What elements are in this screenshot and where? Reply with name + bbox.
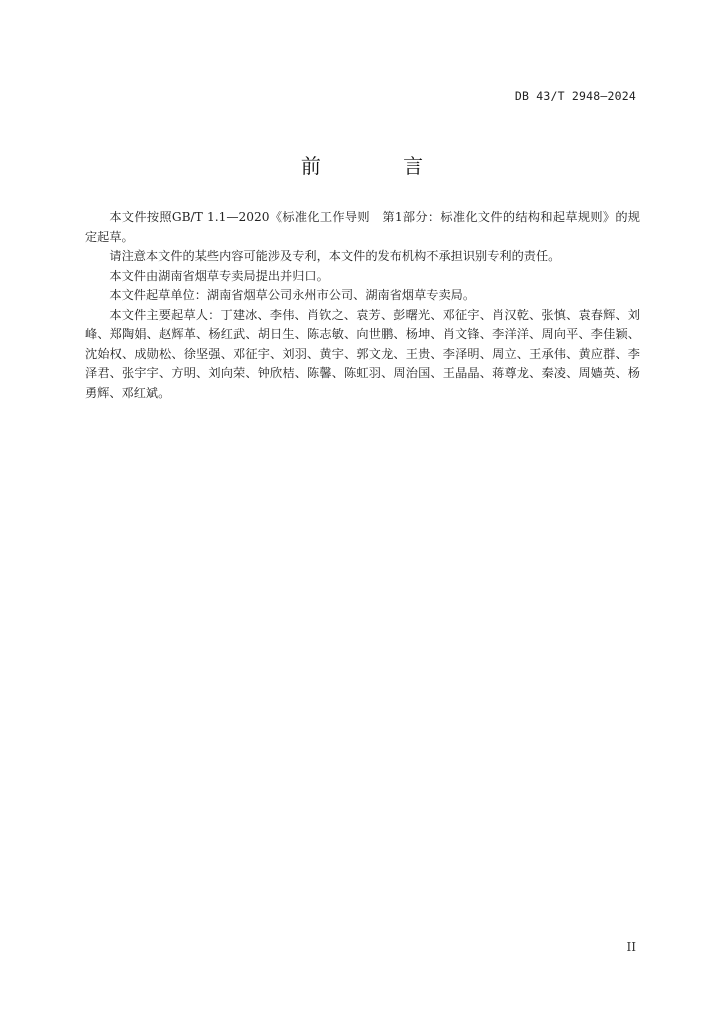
page-number: II <box>626 940 636 954</box>
page-title: 前 言 <box>300 154 462 178</box>
paragraph-proposer: 本文件由湖南省烟草专卖局提出并归口。 <box>109 268 329 283</box>
standard-code: DB 43/T 2948—2024 <box>514 89 636 103</box>
paragraph-drafting-units: 本文件起草单位：湖南省烟草公司永州市公司、湖南省烟草专卖局。 <box>109 288 476 302</box>
paragraph-drafters: 本文件主要起草人：丁建冰、李伟、肖钦之、袁芳、彭曙光、邓征宇、肖汉乾、张慎、袁春辉、刘峰、郑陶娟、赵辉革、杨红武、胡日生、陈志敏、向世鹏、杨坤、肖文锋、李洋洋、周向平、李佳颖、沈始权、成勋松、徐坚强、邓征宇、刘羽、黄宇、郭文龙、王贵、李泽明、周立、王承伟、黄应群、李泽君、张宇宇、方明、刘向荣、钟欣桔、陈馨、陈虹羽、周治国、王晶晶、蒋尊龙、秦凌、周嫱英、杨勇辉、邓红斌。 <box>85 307 640 400</box>
paragraph-patent-notice: 请注意本文件的某些内容可能涉及专利，本文件的发布机构不承担识别专利的责任。 <box>109 249 561 263</box>
foreword-body <box>85 208 640 403</box>
paragraph-drafting-basis: 本文件按照GB/T 1.1—2020《标准化工作导则 第1部分：标准化文件的结构和起草规则》的规定起草。 <box>85 210 640 244</box>
